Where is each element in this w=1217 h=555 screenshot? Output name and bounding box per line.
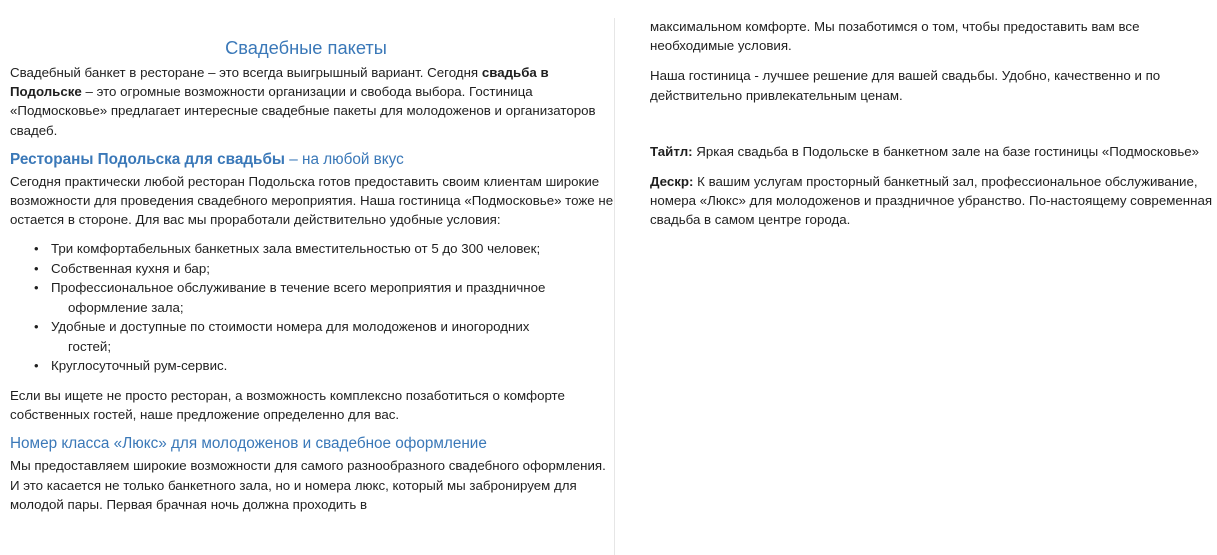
- list-item: [34, 239, 614, 259]
- list-item-continuation: оформление зала;: [68, 299, 184, 315]
- bullet-icon: •: [34, 280, 39, 296]
- restaurants-paragraph: Сегодня практически любой ресторан Подольска готов предоставить своим клиентам широкие возможности для проведения свадебного мероприятия. Наша гостиница «Подмосковье» тоже не остается в стороне. Для вас мы проработали действительно удобные условия:: [10, 173, 614, 228]
- heading-lux-room: Номер класса «Люкс» для молодоженов и свадебное оформление: [10, 435, 487, 453]
- spacer: [650, 105, 1217, 142]
- meta-title-label: Тайтл:: [650, 143, 693, 159]
- heading-restaurants-bold: Рестораны Подольска для свадьбы: [10, 150, 285, 168]
- heading-restaurants: [10, 150, 614, 170]
- list-item-text: Круглосуточный рум-сервис.: [51, 358, 228, 374]
- intro-bold-keyword: свадьба в Подольске: [10, 65, 549, 100]
- hotel-paragraph: Наша гостиница - лучшее решение для вашей свадьбы. Удобно, качественно и по действительно привлекательным ценам.: [650, 68, 1161, 103]
- meta-description-label: Дескр:: [650, 174, 694, 190]
- list-item: [34, 259, 614, 279]
- spacer: [650, 161, 1217, 172]
- meta-description: [650, 172, 1217, 230]
- intro-text-end: – это огромные возможности организации и свобода выбора. Гостиница «Подмосковье» предлагает интересные свадебные пакеты для молодоженов и организаторов свадеб.: [10, 84, 596, 138]
- list-item: [34, 317, 614, 356]
- heading-restaurants-rest: – на любой вкус: [284, 150, 404, 168]
- intro-text-start: Свадебный банкет в ресторане – это всегда выигрышный вариант. Сегодня: [10, 65, 482, 80]
- features-list: [10, 239, 614, 376]
- list-item-continuation: гостей;: [68, 338, 112, 354]
- list-item-text: Профессиональное обслуживание в течение всего мероприятия и праздничное: [51, 280, 546, 296]
- list-item-text: Три комфортабельных банкетных зала вместительностью от 5 до 300 человек;: [51, 241, 541, 257]
- bullet-icon: •: [34, 319, 39, 335]
- right-page: [615, 0, 1217, 555]
- list-item-text: Собственная кухня и бар;: [51, 260, 210, 276]
- decoration-paragraph: Мы предоставляем широкие возможности для самого разнообразного свадебного оформления. И это касается не только банкетного зала, но и номера люкс, который мы забронируем для молодой пары. Первая брачная ночь должна проходить в: [10, 458, 606, 512]
- continued-paragraph: максимальном комфорте. Мы позаботимся о том, чтобы предоставить вам все необходимые условия.: [650, 19, 1140, 54]
- bullet-icon: •: [34, 241, 39, 257]
- list-item-text: Удобные и доступные по стоимости номера для молодоженов и иногородних: [51, 319, 530, 335]
- document-title: Свадебные пакеты: [225, 37, 387, 58]
- spacer: [650, 55, 1217, 66]
- list-item: [34, 356, 614, 376]
- meta-title: [650, 142, 1217, 161]
- intro-paragraph: [10, 63, 614, 140]
- bullet-icon: •: [34, 260, 39, 276]
- bullet-icon: •: [34, 358, 39, 374]
- meta-description-value: К вашим услугам просторный банкетный зал, профессиональное обслуживание, номера «Люкс» для молодоженов и праздничное убранство. По-настоящему современная свадьба в самом центре города.: [650, 174, 1213, 228]
- list-item: [34, 278, 614, 317]
- meta-title-value: Яркая свадьба в Подольске в банкетном зале на базе гостиницы «Подмосковье»: [692, 143, 1200, 159]
- offer-paragraph: Если вы ищете не просто ресторан, а возможность комплексно позаботиться о комфорте собственных гостей, наше предложение определенно для вас.: [10, 387, 565, 423]
